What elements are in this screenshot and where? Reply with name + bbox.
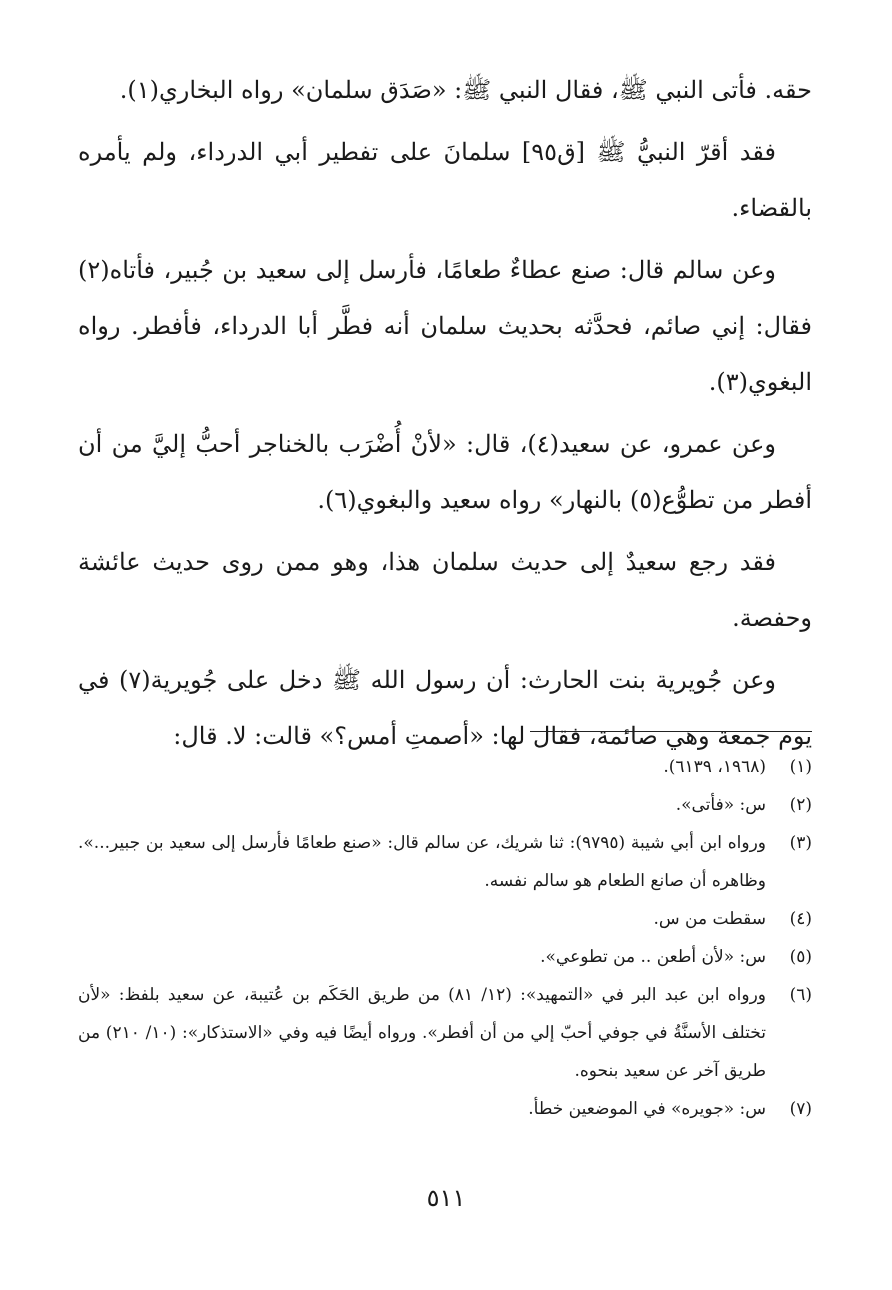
footnote-text: (١٩٦٨، ٦١٣٩). [663, 757, 766, 777]
footnote-text: س: «جويره» في الموضعين خطأ. [528, 1099, 766, 1119]
main-text [78, 62, 812, 770]
footnote-text: ورواه ابن عبد البر في «التمهيد»: (١٢/ ٨١) من طريق الحَكَم بن عُتيبة، عن سعيد بلفظ: «لأن تختلف الأسنَّةُ في جوفي أحبّ إلي من أن أفطر». ورواه أيضًا فيه وفي «الاستذكار»: (١٠/ ٢١٠) من طريق آخر عن سعيد بنحوه. [78, 985, 766, 1081]
footnote-text: ورواه ابن أبي شيبة (٩٧٩٥): ثنا شريك، عن سالم قال: «صنع طعامًا فأرسل إلى سعيد بن جبير...». وظاهره أن صانع الطعام هو سالم نفسه. [78, 833, 766, 891]
paragraph-5: فقد رجع سعيدٌ إلى حديث سلمان هذا، وهو ممن روى حديث عائشة وحفصة. [78, 548, 812, 632]
footnote-number: (١) [789, 757, 812, 777]
footnote-7 [78, 1090, 812, 1128]
footnotes [78, 748, 812, 1128]
footnote-number: (٧) [789, 1099, 812, 1119]
footnote-separator [530, 731, 812, 732]
footnote-6 [78, 976, 812, 1090]
paragraph-2: فقد أقرّ النبيُّ ﷺ [ق٩٥] سلمانَ على تفطير أبي الدرداء، ولم يأمره بالقضاء. [78, 138, 812, 222]
footnote-4 [78, 900, 812, 938]
paragraph-4: وعن عمرو، عن سعيد(٤)، قال: «لأنْ أُضْرَب بالخناجر أحبُّ إليَّ من أن أفطر من تطوُّع(٥) بالنهار» رواه سعيد والبغوي(٦). [78, 430, 812, 514]
footnote-1 [78, 748, 812, 786]
footnote-number: (٣) [789, 833, 812, 853]
footnote-number: (٥) [789, 947, 812, 967]
footnote-2 [78, 786, 812, 824]
paragraph-3: وعن سالم قال: صنع عطاءٌ طعامًا، فأرسل إلى سعيد بن جُبير، فأتاه(٢) فقال: إني صائم، فحدَّثه بحديث سلمان أنه فطَّر أبا الدرداء، فأفطر. رواه البغوي(٣). [78, 256, 812, 396]
footnote-number: (٦) [789, 985, 812, 1005]
footnote-text: سقطت من س. [653, 909, 766, 929]
footnote-3 [78, 824, 812, 900]
paragraph-6: وعن جُويرية بنت الحارث: أن رسول الله ﷺ دخل على جُويرية(٧) في يوم جمعة وهي صائمة، فقال لها: «أصمتِ أمس؟» قالت: لا. قال: [78, 666, 812, 750]
footnote-5 [78, 938, 812, 976]
page-number: ٥١١ [426, 1184, 466, 1212]
footnote-number: (٤) [789, 909, 812, 929]
footnote-number: (٢) [789, 795, 812, 815]
footnote-text: س: «لأن أطعن .. من تطوعي». [540, 947, 766, 967]
footnote-text: س: «فأتى». [675, 795, 766, 815]
paragraph-1: حقه. فأتى النبي ﷺ، فقال النبي ﷺ: «صَدَق سلمان» رواه البخاري(١). [119, 76, 812, 104]
